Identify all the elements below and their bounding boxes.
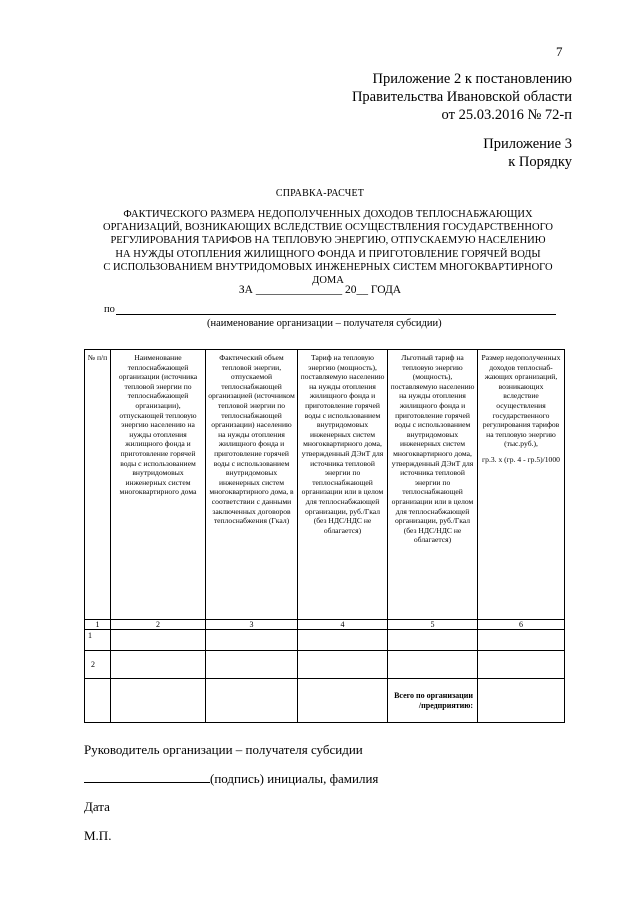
head-of-organization-label: Руководитель организации – получателя субсидии [84, 742, 363, 757]
header-cell-organization: Наименование теплоснабжающей организации (источника тепловой энергии по теплоснабжающей организации), отпускающей тепловую энергию населению на нужды отопления жилищного фонда и приготовление горячей воды с использованием внутридомовых инженерных систем многоквартирного дома [111, 350, 206, 620]
table-cell[interactable] [478, 651, 565, 679]
header-cell-volume: Фактический объем тепловой энергии, отпускаемой теплоснабжающей организацией (источником тепловой энергии по теплоснабжающей организации) населению на нужды отопления жилищного фонда и приготовление горячей воды с использованием внутридомовых инженерных систем многоквартирного дома, в соответствии с данными заключенных договоров теплоснабжения (Гкал) [206, 350, 298, 620]
appendix-resolution-block [352, 70, 572, 124]
column-number-row [85, 620, 565, 630]
table-cell [85, 679, 111, 723]
appendix-line: Приложение 2 к постановлению [372, 71, 572, 87]
organization-caption: (наименование организации – получателя субсидии) [207, 318, 442, 329]
table-cell [111, 679, 206, 723]
organization-name-field[interactable] [116, 314, 556, 315]
column-number: 1 [85, 620, 111, 630]
table-cell[interactable] [388, 630, 478, 651]
column-number: 2 [111, 620, 206, 630]
column-number: 6 [478, 620, 565, 630]
header-cell-lost-income [478, 350, 565, 620]
table-cell[interactable] [478, 630, 565, 651]
appendix-line: Приложение 3 [483, 136, 572, 152]
table-cell[interactable] [111, 651, 206, 679]
column-number: 5 [388, 620, 478, 630]
heading-line: ФАКТИЧЕСКОГО РАЗМЕРА НЕДОПОЛУЧЕННЫХ ДОХОДОВ ТЕПЛОСНАБЖАЮЩИХ [123, 209, 533, 220]
table-row [85, 630, 565, 651]
date-label: Дата [84, 799, 110, 814]
table-cell [206, 679, 298, 723]
heading-line: РЕГУЛИРОВАНИЯ ТАРИФОВ НА ТЕПЛОВУЮ ЭНЕРГИЮ, ОТПУСКАЕМУЮ НАСЕЛЕНИЮ [110, 235, 546, 247]
signature-caption: (подпись) инициалы, фамилия [210, 771, 379, 786]
po-label: по [104, 304, 115, 315]
header-cell-preferential-tariff: Льготный тариф на тепловую энергию (мощность), поставляемую населению на нужды отопления жилищного фонда и приготовление горячей воды с использованием внутридомовых инженерных систем многоквартирного дома, утвержденный ДЭиТ для источника тепловой энергии по теплоснабжающей организации или в целом для теплоснабжающей организации, руб./Гкал (без НДС/НДС не облагается) [388, 350, 478, 620]
total-label: Всего по организации /предприятию: [388, 679, 478, 723]
table-cell[interactable] [298, 630, 388, 651]
stamp-label: М.П. [84, 828, 112, 843]
table-cell[interactable] [298, 651, 388, 679]
heading-line: НА НУЖДЫ ОТОПЛЕНИЯ ЖИЛИЩНОГО ФОНДА И ПРИГОТОВЛЕНИЕ ГОРЯЧЕЙ ВОДЫ [115, 248, 541, 260]
signature-block [84, 770, 378, 787]
column-number: 4 [298, 620, 388, 630]
table-cell [298, 679, 388, 723]
document-title: СПРАВКА-РАСЧЕТ [275, 188, 365, 199]
appendix-line: от 25.03.2016 № 72-п [441, 107, 572, 123]
header-cell-lost-income-text: Размер недополученных доходов теплоснаб-жающих организаций, возникающих вследствие осуществления государственного регулирования тарифов на тепловую энергию (тыс.руб.), [481, 353, 561, 449]
table-cell[interactable] [206, 651, 298, 679]
row-number: 2 [85, 651, 111, 679]
header-cell-tariff: Тариф на тепловую энергию (мощность), поставляемую населению на нужды отопления жилищного фонда и приготовление горячей воды с использованием внутридомовых инженерных систем многоквартирного дома, утвержденный ДЭиТ для источника тепловой энергии по теплоснабжающей организации или в целом для теплоснабжающей организации, руб./Гкал (без НДС/НДС не облагается) [298, 350, 388, 620]
heading-line: ОРГАНИЗАЦИЙ, ВОЗНИКАЮЩИХ ВСЛЕДСТВИЕ ОСУЩЕСТВЛЕНИЯ ГОСУДАРСТВЕННОГО [102, 222, 553, 234]
table-cell[interactable] [111, 630, 206, 651]
period-line: ЗА _______________ 20__ ГОДА [238, 284, 402, 296]
total-value-cell[interactable] [478, 679, 565, 723]
calculation-table [84, 349, 565, 723]
table-cell[interactable] [388, 651, 478, 679]
heading-line: ДОМА [312, 275, 344, 287]
appendix-line: Правительства Ивановской области [351, 89, 572, 105]
header-cell-formula: гр.3. х (гр. 4 - гр.5)/1000 [482, 454, 560, 464]
signature-field[interactable] [84, 770, 210, 783]
table-row [85, 651, 565, 679]
page-number: 7 [556, 44, 563, 59]
table-header-row [85, 350, 565, 620]
header-cell-number: № п/п [85, 350, 111, 620]
heading-line: С ИСПОЛЬЗОВАНИЕМ ВНУТРИДОМОВЫХ ИНЖЕНЕРНЫХ СИСТЕМ МНОГОКВАРТИРНОГО [103, 261, 553, 273]
column-number: 3 [206, 620, 298, 630]
document-heading [88, 208, 568, 287]
row-number: 1 [85, 630, 111, 651]
appendix-line: к Порядку [508, 154, 572, 170]
total-row [85, 679, 565, 723]
table-cell[interactable] [206, 630, 298, 651]
appendix-order-block [483, 135, 572, 171]
